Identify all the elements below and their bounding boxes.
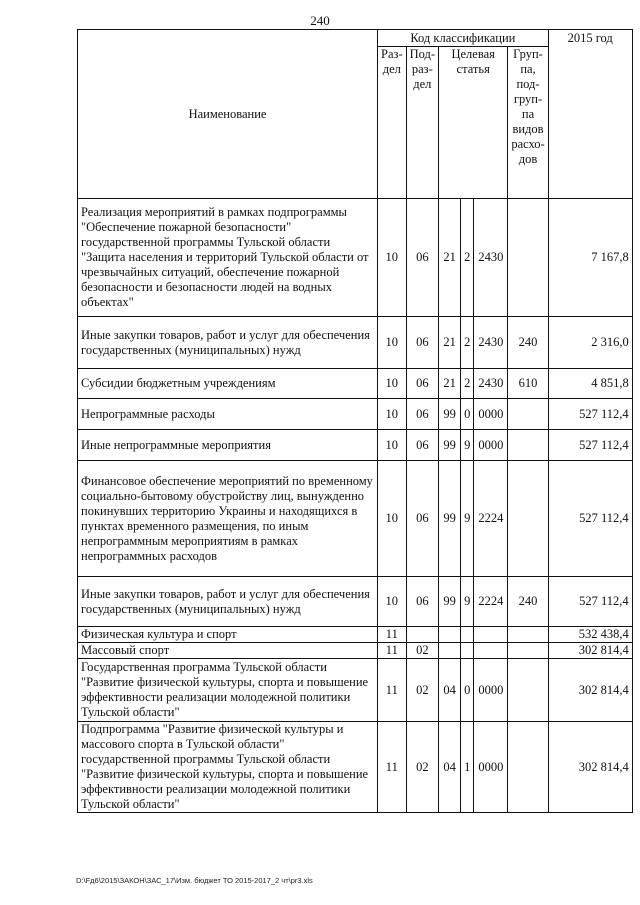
- row-expense-group: [508, 643, 548, 659]
- table-row: [78, 199, 633, 317]
- row-target-direction: 0000: [474, 430, 508, 461]
- row-target-direction: 2224: [474, 577, 508, 627]
- row-target-direction: 0000: [474, 659, 508, 722]
- row-target-subprogram: [461, 643, 474, 659]
- row-name: Иные непрограммные мероприятия: [78, 430, 378, 461]
- row-subsection: 02: [406, 722, 438, 813]
- row-subsection: 06: [406, 399, 438, 430]
- row-subsection: 06: [406, 369, 438, 399]
- row-expense-group: 240: [508, 577, 548, 627]
- row-target-program: [439, 643, 461, 659]
- row-amount: 2 316,0: [548, 317, 632, 369]
- budget-table: [77, 29, 633, 813]
- row-section: 10: [378, 577, 407, 627]
- row-amount: 302 814,4: [548, 659, 632, 722]
- row-name: Государственная программа Тульской области "Развитие физической культуры, спорта и повышение эффективности реализации молодежной политики Тульской области": [78, 659, 378, 722]
- row-section: 10: [378, 399, 407, 430]
- row-target-program: 21: [439, 317, 461, 369]
- header-section: Раз- дел: [378, 47, 407, 199]
- row-name: Реализация мероприятий в рамках подпрограммы "Обеспечение пожарной безопасности" государственной программы Тульской области "Защита населения и территорий Тульской области от чрезвычайных ситуаций, обеспечение пожарной безопасности и безопасности людей на водных объектах": [78, 199, 378, 317]
- row-target-program: 04: [439, 659, 461, 722]
- row-expense-group: [508, 627, 548, 643]
- row-target-program: 99: [439, 399, 461, 430]
- row-amount: 532 438,4: [548, 627, 632, 643]
- header-code-group: Код классификации: [378, 30, 549, 47]
- row-subsection: 06: [406, 199, 438, 317]
- row-target-subprogram: 2: [461, 199, 474, 317]
- row-subsection: 06: [406, 317, 438, 369]
- row-expense-group: [508, 722, 548, 813]
- row-amount: 302 814,4: [548, 643, 632, 659]
- row-section: 10: [378, 199, 407, 317]
- row-target-subprogram: 9: [461, 430, 474, 461]
- header-subsection: Под- раз- дел: [406, 47, 438, 199]
- row-subsection: 02: [406, 643, 438, 659]
- row-expense-group: 240: [508, 317, 548, 369]
- row-amount: 527 112,4: [548, 461, 632, 577]
- row-subsection: 06: [406, 430, 438, 461]
- row-subsection: 06: [406, 461, 438, 577]
- row-section: 11: [378, 659, 407, 722]
- row-target-subprogram: 9: [461, 577, 474, 627]
- row-subsection: [406, 627, 438, 643]
- row-target-program: [439, 627, 461, 643]
- row-name: Непрограммные расходы: [78, 399, 378, 430]
- row-expense-group: 610: [508, 369, 548, 399]
- row-target-subprogram: 2: [461, 369, 474, 399]
- row-target-program: 99: [439, 430, 461, 461]
- table-row: [78, 627, 633, 643]
- row-target-program: 04: [439, 722, 461, 813]
- header-year: 2015 год: [548, 30, 632, 199]
- row-target-subprogram: 9: [461, 461, 474, 577]
- row-target-subprogram: 0: [461, 659, 474, 722]
- header-name: Наименование: [78, 30, 378, 199]
- row-name: Массовый спорт: [78, 643, 378, 659]
- row-expense-group: [508, 430, 548, 461]
- row-section: 11: [378, 643, 407, 659]
- row-section: 10: [378, 369, 407, 399]
- table-row: [78, 461, 633, 577]
- row-target-program: 21: [439, 369, 461, 399]
- row-name: Иные закупки товаров, работ и услуг для обеспечения государственных (муниципальных) нужд: [78, 317, 378, 369]
- row-target-direction: [474, 627, 508, 643]
- row-target-direction: [474, 643, 508, 659]
- row-expense-group: [508, 461, 548, 577]
- row-name: Субсидии бюджетным учреждениям: [78, 369, 378, 399]
- row-name: Подпрограмма "Развитие физической культуры и массового спорта в Тульской области" государственной программы Тульской области "Развитие физической культуры, спорта и повышение эффективности реализации молодежной политики Тульской области": [78, 722, 378, 813]
- row-section: 10: [378, 461, 407, 577]
- row-amount: 7 167,8: [548, 199, 632, 317]
- row-target-subprogram: [461, 627, 474, 643]
- row-target-direction: 2224: [474, 461, 508, 577]
- row-section: 11: [378, 627, 407, 643]
- row-target-subprogram: 2: [461, 317, 474, 369]
- row-amount: 302 814,4: [548, 722, 632, 813]
- page-number: 240: [310, 13, 330, 28]
- table-row: [78, 659, 633, 722]
- row-target-direction: 0000: [474, 722, 508, 813]
- row-name: Физическая культура и спорт: [78, 627, 378, 643]
- table-row: [78, 369, 633, 399]
- table-row: [78, 317, 633, 369]
- file-path-footer: D:\Fд6\2015\ЗАКОН\ЗАС_17\Изм. бюджет ТО 2015-2017_2 чт\pr3.xls: [76, 876, 313, 885]
- row-amount: 527 112,4: [548, 430, 632, 461]
- row-section: 10: [378, 430, 407, 461]
- table-row: [78, 722, 633, 813]
- row-target-direction: 2430: [474, 369, 508, 399]
- row-target-subprogram: 1: [461, 722, 474, 813]
- row-section: 10: [378, 317, 407, 369]
- row-expense-group: [508, 199, 548, 317]
- row-target-direction: 2430: [474, 317, 508, 369]
- row-subsection: 06: [406, 577, 438, 627]
- row-target-direction: 2430: [474, 199, 508, 317]
- row-name: Финансовое обеспечение мероприятий по временному социально-бытовому обустройству лиц, вынужденно покинувших территорию Украины и находящихся в пунктах временного размещения, по иным непрограммным мероприятиям в рамках непрограммных расходов: [78, 461, 378, 577]
- header-target: Целевая статья: [439, 47, 508, 199]
- row-target-direction: 0000: [474, 399, 508, 430]
- row-section: 11: [378, 722, 407, 813]
- row-amount: 527 112,4: [548, 399, 632, 430]
- row-target-program: 21: [439, 199, 461, 317]
- table-row: [78, 399, 633, 430]
- row-target-subprogram: 0: [461, 399, 474, 430]
- table-row: [78, 643, 633, 659]
- row-subsection: 02: [406, 659, 438, 722]
- table-row: [78, 577, 633, 627]
- table-row: [78, 430, 633, 461]
- row-target-program: 99: [439, 461, 461, 577]
- row-name: Иные закупки товаров, работ и услуг для обеспечения государственных (муниципальных) нужд: [78, 577, 378, 627]
- row-expense-group: [508, 399, 548, 430]
- header-expense-group: Груп- па, под- груп- па видов расхо- дов: [508, 47, 548, 199]
- row-amount: 527 112,4: [548, 577, 632, 627]
- row-expense-group: [508, 659, 548, 722]
- row-target-program: 99: [439, 577, 461, 627]
- row-amount: 4 851,8: [548, 369, 632, 399]
- header-row-1: [78, 30, 633, 47]
